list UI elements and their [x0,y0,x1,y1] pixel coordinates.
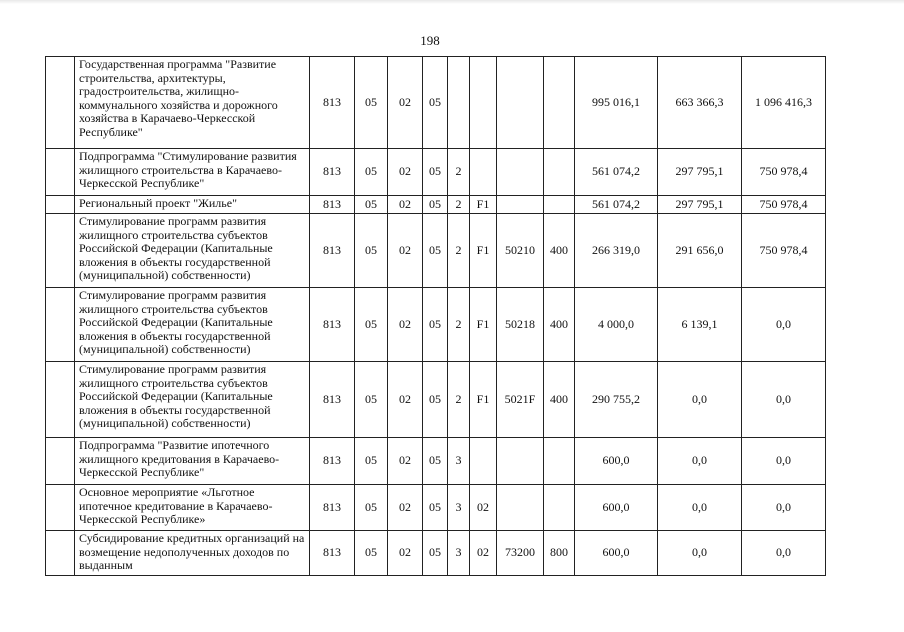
table-row [46,438,826,485]
empty-cell [46,149,75,196]
direction-code: 5021F [497,362,544,438]
expense-type-code [544,438,575,485]
empty-cell [46,531,75,576]
amount-year-2: 0,0 [658,485,742,531]
subsection-code: 02 [388,362,423,438]
amount-year-1: 290 755,2 [575,362,658,438]
amount-year-2: 0,0 [658,531,742,576]
amount-year-1: 600,0 [575,485,658,531]
empty-cell [46,196,75,214]
subprogram-code: 2 [448,214,470,288]
empty-cell [46,57,75,149]
ministry-code: 813 [310,531,355,576]
direction-code: 50218 [497,288,544,362]
item-name: Субсидирование кредитных организаций на возмещение недополученных доходов по выданным [75,531,310,576]
ministry-code: 813 [310,214,355,288]
expense-type-code: 400 [544,362,575,438]
item-name: Государственная программа "Развитие строительства, архитектуры, градостроительства, жилищно-коммунального хозяйства и дорожного хозяйства в Карачаево-Черкесской Республике" [75,57,310,149]
section-code: 05 [355,438,388,485]
section-code: 05 [355,214,388,288]
program-code: 05 [423,485,448,531]
empty-cell [46,485,75,531]
section-code: 05 [355,196,388,214]
table-row [46,57,826,149]
project-code [470,57,497,149]
direction-code: 50210 [497,214,544,288]
amount-year-3: 750 978,4 [742,149,826,196]
project-code: F1 [470,362,497,438]
expense-type-code [544,149,575,196]
project-code: F1 [470,288,497,362]
project-code [470,438,497,485]
amount-year-1: 4 000,0 [575,288,658,362]
page-number: 198 [420,33,440,48]
subprogram-code: 2 [448,288,470,362]
section-code: 05 [355,149,388,196]
direction-code [497,196,544,214]
empty-cell [46,214,75,288]
program-code: 05 [423,57,448,149]
ministry-code: 813 [310,438,355,485]
subsection-code: 02 [388,149,423,196]
project-code: 02 [470,485,497,531]
ministry-code: 813 [310,485,355,531]
direction-code [497,485,544,531]
amount-year-2: 291 656,0 [658,214,742,288]
item-name: Региональный проект "Жилье" [75,196,310,214]
amount-year-3: 0,0 [742,485,826,531]
table-row [46,288,826,362]
project-code: F1 [470,196,497,214]
subsection-code: 02 [388,214,423,288]
table-row [46,362,826,438]
ministry-code: 813 [310,149,355,196]
table-row [46,149,826,196]
program-code: 05 [423,214,448,288]
amount-year-3: 1 096 416,3 [742,57,826,149]
amount-year-2: 0,0 [658,362,742,438]
section-code: 05 [355,288,388,362]
expense-type-code: 400 [544,214,575,288]
amount-year-3: 0,0 [742,438,826,485]
subsection-code: 02 [388,196,423,214]
subprogram-code: 3 [448,531,470,576]
program-code: 05 [423,438,448,485]
item-name: Основное мероприятие «Льготное ипотечное кредитование в Карачаево-Черкесской Республике» [75,485,310,531]
section-code: 05 [355,57,388,149]
table-row [46,214,826,288]
subprogram-code: 2 [448,196,470,214]
empty-cell [46,362,75,438]
amount-year-3: 0,0 [742,288,826,362]
subprogram-code: 3 [448,438,470,485]
subprogram-code [448,57,470,149]
ministry-code: 813 [310,196,355,214]
section-code: 05 [355,531,388,576]
amount-year-1: 561 074,2 [575,196,658,214]
expense-type-code: 400 [544,288,575,362]
budget-table [45,56,826,576]
amount-year-2: 0,0 [658,438,742,485]
amount-year-3: 0,0 [742,362,826,438]
program-code: 05 [423,531,448,576]
subprogram-code: 3 [448,485,470,531]
ministry-code: 813 [310,362,355,438]
table-row [46,485,826,531]
amount-year-1: 561 074,2 [575,149,658,196]
amount-year-3: 750 978,4 [742,196,826,214]
expense-type-code [544,57,575,149]
subsection-code: 02 [388,485,423,531]
section-code: 05 [355,485,388,531]
ministry-code: 813 [310,288,355,362]
program-code: 05 [423,196,448,214]
expense-type-code [544,196,575,214]
program-code: 05 [423,362,448,438]
amount-year-1: 600,0 [575,531,658,576]
amount-year-3: 750 978,4 [742,214,826,288]
amount-year-1: 995 016,1 [575,57,658,149]
amount-year-3: 0,0 [742,531,826,576]
project-code: 02 [470,531,497,576]
expense-type-code [544,485,575,531]
program-code: 05 [423,149,448,196]
empty-cell [46,288,75,362]
subprogram-code: 2 [448,149,470,196]
project-code: F1 [470,214,497,288]
direction-code: 73200 [497,531,544,576]
amount-year-1: 266 319,0 [575,214,658,288]
ministry-code: 813 [310,57,355,149]
direction-code [497,149,544,196]
empty-cell [46,438,75,485]
amount-year-2: 663 366,3 [658,57,742,149]
amount-year-2: 6 139,1 [658,288,742,362]
table-row [46,196,826,214]
expense-type-code: 800 [544,531,575,576]
item-name: Подпрограмма "Стимулирование развития жилищного строительства в Карачаево-Черкесской Республике" [75,149,310,196]
table-row [46,531,826,576]
direction-code [497,438,544,485]
scan-top-edge [0,0,904,4]
section-code: 05 [355,362,388,438]
item-name: Стимулирование программ развития жилищного строительства субъектов Российской Федерации (Капитальные вложения в объекты государственной (муниципальной) собственности) [75,362,310,438]
subsection-code: 02 [388,438,423,485]
item-name: Стимулирование программ развития жилищного строительства субъектов Российской Федерации (Капитальные вложения в объекты государственной (муниципальной) собственности) [75,288,310,362]
item-name: Подпрограмма "Развитие ипотечного жилищного кредитования в Карачаево-Черкесской Республике" [75,438,310,485]
direction-code [497,57,544,149]
amount-year-1: 600,0 [575,438,658,485]
amount-year-2: 297 795,1 [658,196,742,214]
amount-year-2: 297 795,1 [658,149,742,196]
subprogram-code: 2 [448,362,470,438]
subsection-code: 02 [388,57,423,149]
item-name: Стимулирование программ развития жилищного строительства субъектов Российской Федерации (Капитальные вложения в объекты государственной (муниципальной) собственности) [75,214,310,288]
subsection-code: 02 [388,288,423,362]
subsection-code: 02 [388,531,423,576]
project-code [470,149,497,196]
program-code: 05 [423,288,448,362]
